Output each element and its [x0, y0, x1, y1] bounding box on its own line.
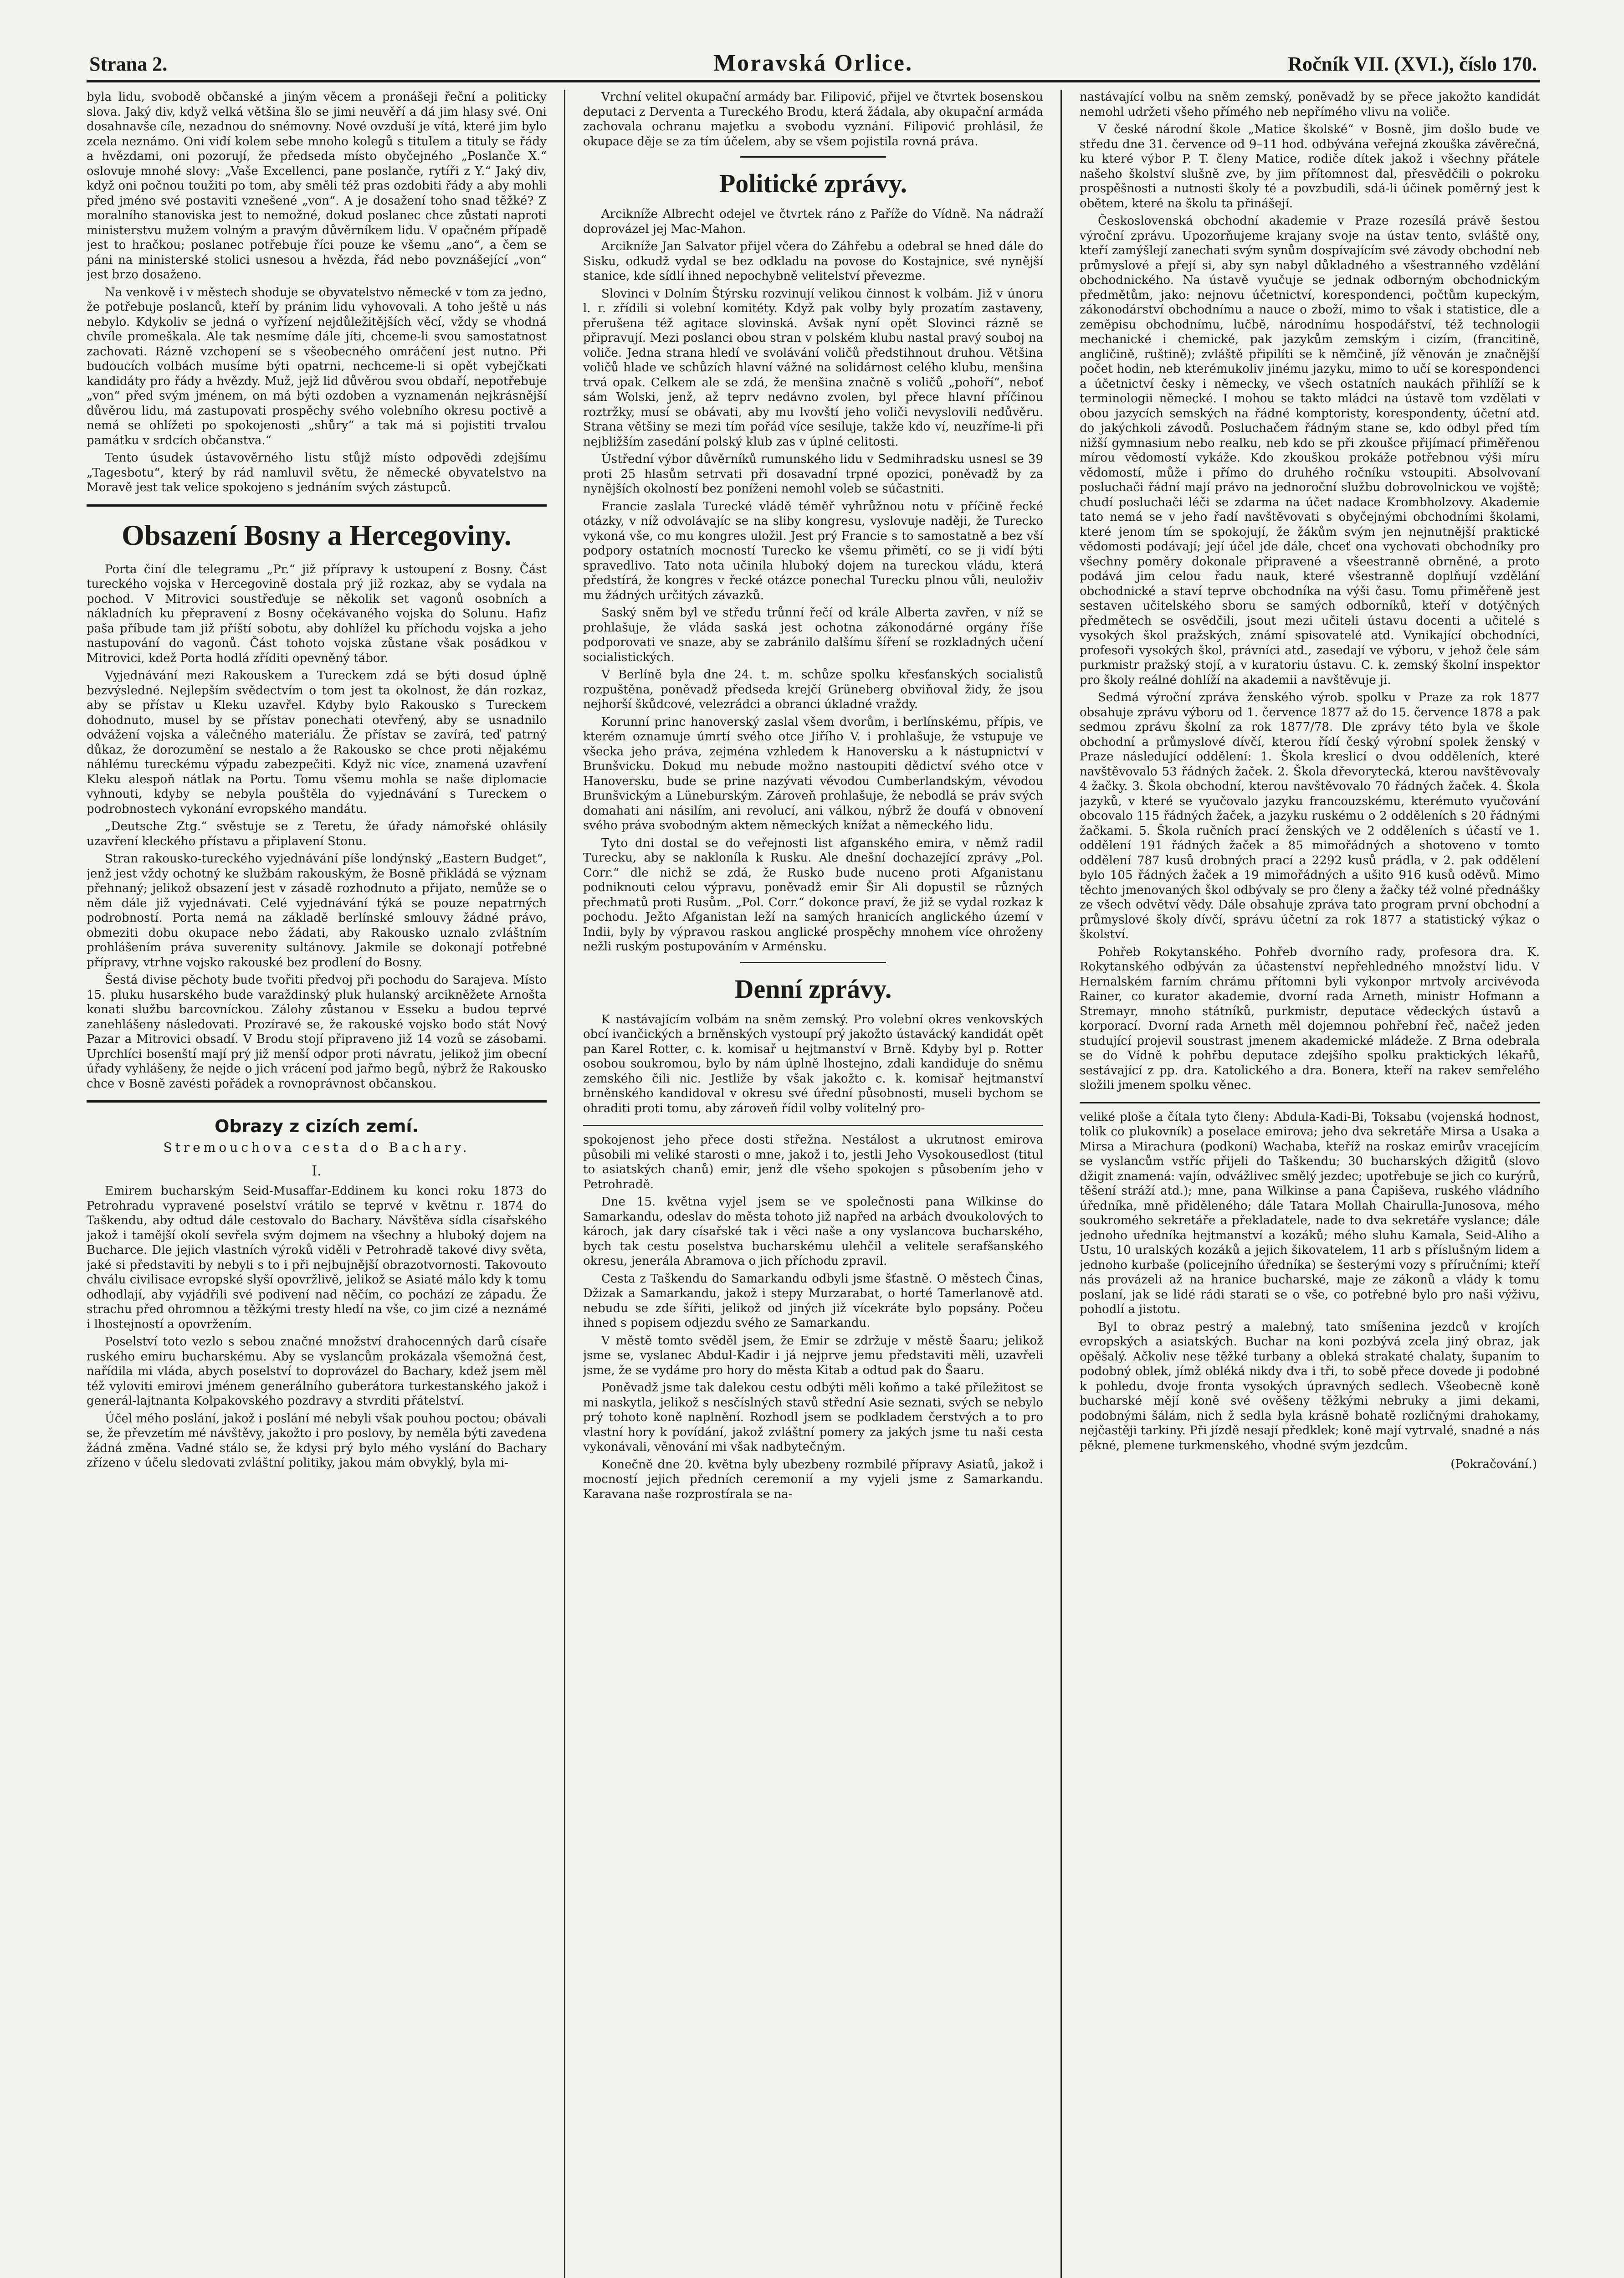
- column-3: [1080, 90, 1540, 2278]
- article-paragraph: Emirem bucharským Seid-Musaffar-Eddinem ku konci roku 1873 do Petrohradu vypravené poselství vrátilo se teprvé v květnu r. 1874 do Taškendu, aby odtud dále cestovalo do Bachary. Návštěva sídla císařského jakož i tamější okolí sevřela svým dojmem na všechny a hluboký dojem na Bucharce. Dle jejich vlastních výroků viděli v Petrohradě takové divy světa, jaké si představiti by nebyli s to i při nejbujnější obrazotvornosti. Takovouto chválu civilisace evropské slyší opovržlivě, jelikož se Asiaté málo kdy k tomu odhodlají, aby vyjádřili své podivení nad něčím, co pochází ze západu. Že strachu před ohromnou a těžkými tresty hledí na vše, co jim cizé a neznámé i lhostejností a opovržením.: [87, 1184, 547, 1331]
- article-paragraph: „Deutsche Ztg.“ svěstuje se z Teretu, že úřady námořské ohlásily uzavření kleckého přístavu a připlavení Stonu.: [87, 820, 547, 848]
- issue-info: Ročník VII. (XVI.), číslo 170.: [1288, 53, 1537, 75]
- section-title-politicke: Politické zprávy.: [719, 169, 907, 198]
- article-paragraph: Vrchní velitel okupační armády bar. Filipović, přijel ve čtvrtek bosenskou deputaci z Derventa a Tureckého Brodu, která žádala, aby okupační armáda zachovala ochranu majetku a svobodu vyznání. Filipović prohlásil, že okupace děje se za tím účelem, aby se všem pojistila rovná práva.: [583, 90, 1043, 149]
- news-item: Sedmá výroční zpráva ženského výrob. spolku v Praze za rok 1877 obsahuje zprávu výboru od 1. července 1877 až do 15. července 1878 a pak sedmou zprávu školní za rok 1877/78. Dle zprávy této byla ve škole obchodní a průmyslové dívčí, kterou řídí český výrobní spolek ženský v Praze následující oddělení: 1. Škola kreslicí o dvou odděleních, které navštěvovalo 53 řádných žaček. 2. Škola dřevorytecká, kterou navštěvovaly 4 žačky. 3. Škola obchodní, kterou navštěvovalo 70 řádných žaček. 4. Škola jazyků, v které se vyučovalo jazyku francouzskému, kterémuto vyučování obcovalo 115 řádných žaček, a jazyku ruskému o 2 odděleních s 20 řádnými žačkami. 5. Škola ručních prací ženských ve 2 odděleních s účastí ve 1. oddělení 191 řádných žaček a 85 mimořádných a shotoveno v tomto oddělení 787 kusů drobných prací a 2292 kusů prádla, v 2. pak oddělení bylo 105 řádných žaček a 19 mimořádných a ušito 916 kusů oděvů. Mimo těchto jmenovaných škol odbývaly se pro členy a žačky též volné přednášky ze všech odvětví vědy. Dále obsahuje zpráva tato program první obchodní a průmyslové školy dívčí, správu účetní za rok 1877 a statistický výkaz o školství.: [1080, 691, 1540, 941]
- masthead-title: Moravská Orlice.: [713, 50, 913, 76]
- section-divider: [87, 1100, 547, 1103]
- news-item: Ústřední výbor důvěrníků rumunského lidu v Sedmihradsku usnesl se 39 proti 25 hlasům setrvati při dosavadní trpné opozici, poněvadž by za nynějších okolností bez poníženi nemohl voleb se súčastniti.: [583, 452, 1043, 496]
- column-1: [87, 90, 547, 2278]
- chapter-number: I.: [312, 1163, 322, 1179]
- column-2: [583, 90, 1043, 2278]
- article-paragraph: Porta činí dle telegramu „Pr.“ již přípravy k ustoupení z Bosny. Část tureckého vojska v Hercegovině dostala prý již rozkaz, aby se vydala na pochod. V Mitrovici soustřeďuje se několik set vagonů osobních a nákladních ku přepravení z Bosny očekávaného vojska do Solunu. Hafiz paša příbude tam již příští sobotu, aby dohlížel ku příchodu vojska a jeho nastupování do vagonů. Část tohoto vojska zůstane však posádkou v Mitrovici, kdež Porta hodlá zříditi opevněný tábor.: [87, 562, 547, 665]
- column-rule: [564, 90, 565, 2278]
- news-item: V Berlíně byla dne 24. t. m. schůze spolku křesťanských socialistů rozpuštěna, poněvadž předseda krejčí Grüneberg obviňoval židy, že jsou nejhorší škůdcové, velezrádci a obranci úkladné vraždy.: [583, 668, 1043, 711]
- article-paragraph: Tento úsudek ústavověrného listu stůjž místo odpovědi zdejšímu „Tagesbotu“, který by rád namluvil světu, že německé obyvatelstvo na Moravě jest tak velice spokojeno s jednáním svých zástupců.: [87, 451, 547, 494]
- news-item: Slovinci v Dolním Štýrsku rozvinují velikou činnost k volbám. Již v únoru l. r. zřídili si volební komitéty. Když pak volby byly prozatím zastaveny, přerušena též agitace slovinská. Avšak nyní opět Slovinci rázně se připravují. Mezi poslanci obou stran v polském klubu nastal pravý souboj na voliče. Jedna strana hledí ve svolávání voličů předstihnout druhou. Většina voličů hlade ve schůzích hlavní vážné na solidárnost celého klubu, menšina trvá opak. Celkem ale se zdá, že menšina značně s voličů „pohoří“, neboť sám Wolski, jenž, až teprv nedávno zvolen, byl přece hlavní příčinou roztržky, musí se obávati, aby mu lvovští jeho voliči nevyslovili nedůvěru. Strana většiny se mezi tím pořád více sesiluje, takže kdo ví, neuzříme-li při nejbližším zasedání polský klub zas v úplné celitosti.: [583, 287, 1043, 449]
- feuilleton-title: Obrazy z cizích zemí.: [215, 1116, 419, 1136]
- article-paragraph: Konečně dne 20. května byly ubezbeny rozmbilé přípravy Asiatů, jakož i mocností jejich předních ceremonií a my vyjeli jsme z Samarkandu. Karavana naše rozprostírala se na-: [583, 1457, 1043, 1501]
- article-paragraph: Stran rakousko-tureckého vyjednávání píše londýnský „Eastern Budget“, jenž jest vždy ochotný ke službám rakouským, že Bosně přikládá se význam přehnaný; jelikož obsazení jest v zásadě rozhodnuto a přijato, nemůže se o něm dále již vyjednávati. Celé vyjednávání týká se pouze nepatrných podrobností. Porta nemá na základě berlínské smlouvy žádné právo, obmeziti dobu okupace nebo žádati, aby Rakousko uznalo zvláštním prohlášením práva suverenity sultánovy. Jakmile se dokonají potřebné přípravy, vtrhne vojsko rakouské bez prodlení do Bosny.: [87, 852, 547, 970]
- article-paragraph: Poselství toto vezlo s sebou značné množství drahocenných darů císaře ruského emiru bucharskému. Aby se vyslancům prokázala všemožná čest, nařídila mi vláda, abych poselství to doprovázel do Bachary, kdež jsem měl též vyloviti emirovi jménem generálního guberátora turkestanského jakož i generál-lajtnanta Kolpakovského pozdravy a stvrditi přátelství.: [87, 1335, 547, 1408]
- article-paragraph: veliké ploše a čítala tyto členy: Abdula-Kadi-Bi, Toksabu (vojenská hodnost, tolik co plukovník) a poselace emirova; jeho dva sekretáře Mirsa a Usaka a Mirsa a Mirachura (podkoní) Wachaba, kteříž na roskaz emirův vracejícím se vyslancům vstříc přijeli do Taškendu; 30 bucharských džigitů (slovo džigit znamená: vajín, odvážlivec smělý jezdec; upotřebuje se jich co kurýrů, těšení stráží atd.); mne, pana Wilkinse a pana Čapiševa, ruského vládního úředníka, mně přiděleného; dále Tatara Mollah Chairulla-Junosova, mého soukromého sekretáře a překladatele, nade to dva sekretáře vyslance; dále jednoho uředníka hejtmanství a kozáků; mého sluhu Kamala, Seid-Aliho a Ustu, 10 uralských kozáků a jejich šikovatelem, 11 arb s příslušným lidem a jednoho kurbaše (policejního úředníka) se šesterými vozy s příručními; kteří nás provázeli až na hranice bucharské, maje ze zákonů a vlády k tomu poslaní, jak se lidé rádi starati se o vše, co potřebné bylo pro naši výživu, pohodlí a jistotu.: [1080, 1110, 1540, 1316]
- news-item: Saský sněm byl ve středu trůnní řečí od krále Alberta zavřen, v níž se prohlašuje, že vláda saská jest ochotna zákonodárné orgány říše podporovati ve snaze, aby se zabránilo dalšímu šíření se rozkladných učení socialistických.: [583, 606, 1043, 664]
- page-number: Strana 2.: [89, 53, 168, 75]
- news-item: Francie zaslala Turecké vládě téměř vyhrůžnou notu v příčině řecké otázky, v níž odvolávajíc se na sliby kongresu, vyslovuje naději, že Turecko vykoná vše, co mu kongres uložil. Jest prý Francie s to samostatně a bez vší podpory ostatních mocností Turecko ke všemu přimětí, co se ji vidí býti spravedlivo. Tato nota učinila hluboký dojem na tureckou vládu, která předstírá, že kongres v řecké otázce ponechal Turecku plnou vůli, neuloživ mu žádných určitých závazků.: [583, 499, 1043, 602]
- continued-note: (Pokračování.): [1450, 1457, 1537, 1471]
- article-paragraph: Šestá divise pěchoty bude tvořiti předvoj při pochodu do Sarajeva. Místo 15. pluku husarského bude varaždinský pluk hulanský arcikněžete Arnošta konati službu barcovníckou. Zálohy zůstanou v Esseku a budou teprvé zanehlášeny následovati. Prozíravé se, že rakouské vojsko bodo stát Nový Pazar a Mitrovici obsadí. V Brodu stojí připraveno již 14 vozů se zásobami. Uprchlíci bosenští mají prý již menší odpor proti návratu, jelikož jim obecní úřady vyhlášeny, že nejde o jich vrácení pod jařmo begů, nýbrž že Rakousko chce v Bosně zavésti pořádek a rovnoprávnost občanskou.: [87, 973, 547, 1091]
- article-paragraph: spokojenost jeho přece dosti střežna. Nestálost a ukrutnost emirova působili mi veliké starosti o mne, jakož i to, jestli Jeho Vysokousedlost (titul to asiatských chanů) emir, jenž dle všeho spokojen s působením jeho v Petrohradě.: [583, 1133, 1043, 1191]
- news-item: Tyto dni dostal se do veřejnosti list afganského emira, v němž radil Turecku, aby se nakloníla k Rusku. Ale dnešní dochazející zprávy „Pol. Corr.“ dle nichž se zdá, že Rusko bude nuceno proti Afganistanu podniknouti celou výpravu, poněvadž emir Šir Ali dopustil se různých přechmatů proti Rusům. „Pol. Corr.“ dokonce praví, že již se vydal rozkaz k pochodu. Ježto Afganistan leží na samých hranicích anglického území v Indii, byly by výpravou raskou anglické prospěchy mnohem více ohroženy nežli ruským postupováním v Arménsku.: [583, 836, 1043, 954]
- article-paragraph: Dne 15. května vyjel jsem se ve společnosti pana Wilkinse do Samarkandu, odeslav do města tohoto již napřed na arbách dvoukolových to károch, jak dary císařské tak i věci naše a ony vyslancova bucharského, bych tak cestu poselstva bucharskému ulehčil a velitele serafšanského okresu, jenerála Abramova o jich příchodu zpravil.: [583, 1195, 1043, 1268]
- newspaper-page: [87, 48, 1540, 2278]
- news-item: Arcikníže Albrecht odejel ve čtvrtek ráno z Paříže do Vídně. Na nádraží doprovázel jej Mac-Mahon.: [583, 207, 1043, 236]
- page-header: [87, 48, 1540, 82]
- news-item: Pohřeb Rokytanského. Pohřeb dvorního rady, profesora dra. K. Rokytanského odbýván za účastenství nepřehledného množství lidu. V Hernalském farním chrámu přítomni byli vykonpor mrtvoly arcivévoda Rainer, co kurator akademie, dvorní rada Arneth, ministr Hofmann a Stremayr, mnoho státníků, purkmistr, deputace vědeckých ústavů a korporací. Dvorní rada Arneth měl dojemnou pohřební řeč, načež jeden studující projevil soustrast jmenem akademické mládeže. Z Brna odebrala se do Vídně k pohřbu deputace zdejšího spolku praktických lékařů, sestávající z pp. dra. Katolického a dra. Bonera, kteří na rakev semřelého složili jmenem spolku věnec.: [1080, 945, 1540, 1092]
- section-divider: [87, 504, 547, 507]
- section-divider: [1080, 1102, 1540, 1103]
- news-item: Arcikníže Jan Salvator přijel včera do Záhřebu a odebral se hned dále do Sisku, odkudž vydal se bez odkladu na povose do Kostajnice, své nynější stanice, kde sídlí ihned nepochybně velitelství převezme.: [583, 240, 1043, 283]
- article-paragraph: byla lidu, svobodě občanské a jiným věcem a pronášeji řeční a politicky slova. Jaký div, když velká většina šlo se jimi neuvěří a dá jim hlasy své. Oni dosahnavše cíle, nezadnou do snémovny. Nové ovzduší je vítá, které jim bylo zcela neznámo. Oni vidí kolem sebe mnoho kolegů s titulem a tituly se řády a hvězdami, oni pozorují, že předseda místo obyčejného „Poslanče X.“ oslovuje mnohé slovy: „Vaše Excellenci, pane poslanče, rytíři z Y.“ Jaký div, když oni počnou toužiti po tom, aby směli též pras ozdobiti řády a aby mohli před jméno své postaviti vznešené „von“. A je dosažení toho snad těžké? Z moralního stanoviska jest to nemožné, dokud poslanec chce zůstati naproti ministerstvu mužem volným a pravým důvěrníkem lidu. V opačném případě jest to hračkou; poslanec potřebuje říci pouze ke všemu „ano“, a čem se páni na ministerské stolici usnesou a hvězda, řád nebo povznášející „von“ jest brzo dosaženo.: [87, 90, 547, 282]
- news-item: Korunní princ hanoverský zaslal všem dvorům, i berlínskému, přípis, ve kterém oznamuje úmrtí svého otce Jiřího V. i prohlašuje, že vstupuje ve všecka jeho práva, zejména vzhledem k Hanoversku a k nástupnictví v Brunšvicku. Dokud mu nebude možno nastoupiti dědictví svého otce v Hanoversku, bude se prine nazývati vévodou Cumberlandským, vévodou Brunšvickým a Lüneburským. Zároveň prohlašuje, že nebodlá se práv svých domahati ani násilím, ani revolucí, ani válkou, nýbrž že doufá v obnovení svého práva svobodným aktem německých knížat a německého lidu.: [583, 715, 1043, 832]
- news-item: K nastávajícím volbám na sněm zemský. Pro volební okres venkovských obcí ivančických a brněnských vystoupí prý jakožto ústavácký kandidát opět pan Karel Rotter, c. k. komisař u hejtmanství v Brně. Kdyby byl p. Rotter osobou soukromou, bylo by nám úplně lhostejno, zdali kandiduje do sněmu zemského čili nic. Jestliže by však jakožto c. k. komisař hejtmanství brněnského kandidoval v okresu své úřední působnosti, museli bychom se ohraditi proti tomu, aby zároveň řídil volby volitelný pro-: [583, 1012, 1043, 1115]
- article-paragraph: Na venkově i v městech shoduje se obyvatelstvo německé v tom za jedno, že potřebuje poslanců, kteří by pránim lidu vyhovovali. A toho ještě u nás nebylo. Kdykoliv se jedná o vyřízení nejdůležitějších věcí, vždy se vhodná chvíle promeškala. Ale tak nesmíme dále jíti, chceme-li svou samostatnost zachovati. Rázně vzchopení se s všeobecného omráčení jest nutno. Při budoucích volbách musíme býti opatrni, nechceme-li si opět vybejčkati kandidáty pro řády a hvězdy. Muž, jejž lid důvěrou svou obdaří, nepotřebuje „von“ před svým jménem, on má býti ozdoben a vyznamenán nejkrásnější důvěrou lidu, má zastupovati prospěchy svého volebního okresu poctivě a nemá se ohlížeti po spokojenosti „shůry“ a tak má si pojistiti trvalou památku v srdcích občanstva.“: [87, 285, 547, 447]
- article-paragraph: Účel mého poslání, jakož i poslání mé nebyli však pouhou poctou; obávali se, že převzetím mé návštěvy, jakožto i pro poslovy, by neměla býti zavedena žádná změna. Vadné stálo se, že kdysi prý bylo mého vyslání do Bachary zřízeno v účelu sledovati zvláštní politiky, jakou mám obvyklý, byla mi-: [87, 1411, 547, 1470]
- column-rule: [1060, 90, 1062, 2278]
- article-paragraph: Vyjednávání mezi Rakouskem a Tureckem zdá se býti dosud úplně bezvýsledné. Nejlepším svědectvím o tom jest ta okolnost, že dán rozkaz, aby se přístav u Kleku uzavřel. Kdyby bylo Rakousko s Tureckem dohodnuto, musel by se přístav ponechati otevřený, aby se usnadnilo odvážení vojska a válečného materiálu. Že přístav se zavírá, teď patrný důkaz, že dorozumění se nestalo a že Rakousko se chce proti nějakému náhlému tureckému výpadu zabezpečiti. Když nic více, znamená uzavření Kleku alespoň nátlak na Portu. Tomu všemu mohla se naše diplomacie vyhnouti, kdyby se nebyla pouštěla do vyjednávání s Tureckem o podrobnostech vykonání evropského mandátu.: [87, 669, 547, 816]
- article-paragraph: V městě tomto svěděl jsem, že Emir se zdržuje v městě Šaaru; jelikož jsme se, vyslanec Abdul-Kadir i já nejprve jemu představiti měli, uzavřeli jsme, že se vydáme pro hory do města Kitab a odtud pak do Šaaru.: [583, 1334, 1043, 1377]
- news-item: V české národní škole „Matice školské“ v Bosně, jim došlo bude ve středu dne 31. července od 9–11 hod. odbývána veřejná zkouška závěrečná, ku které výbor P. T. členy Matice, rodiče dítek jakož i všechny přátele našeho školství slušně zve, by jim přítomnost dal, přesvědčili o pokroku prospěšnosti a nutnosti školy té a povzbudili, sdá-li účinek poměrný jest k obětem, které na školu ta přinášejí.: [1080, 123, 1540, 210]
- section-title-denni: Denní zprávy.: [734, 974, 892, 1004]
- feuilleton-subtitle: Stremouchova cesta do Bachary.: [163, 1140, 470, 1155]
- section-divider: [583, 1125, 1043, 1126]
- article-paragraph: Byl to obraz pestrý a malebný, tato smíšenina jezdců v krojích evropských a asiatských. Buchar na koni pozbývá zcela jiný obraz, jak opěšalý. Ačkoliv nese těžké turbany a obleká strakaté chalaty, šupaním to podobný oblek, jímž obléká nikdy dva i tři, to sobě přece dovede ji podobné k pohledu, dvoje fronta vysokých úpravných sedlech. Všeobecně koně bucharské mějí koně své ověšeny těžkými nebruky a jimi dekami, podobnými šálám, nich ž sedla byla krásně bohatě rozličnými drahokamy, nejčastěji tarkiny. Při jízdě nesají předklek; koně mají vytrvalé, snadné a nás pěkné, plemene turkmenského, vhodné svým jezdcům.: [1080, 1320, 1540, 1452]
- news-item: Československá obchodní akademie v Praze rozesílá právě šestou výroční zprávu. Upozorňujeme krajany svoje na ústav tento, svláště ony, kteří zamýšlejí zanechati svým synům dospívajícím své závody obchodní neb průmyslové a přejí si, aby syn nabyl důkladného a všestranného vzdělání obchodnického. Na ústavě vyučuje se jednak odborným obchodnickým předmětům, jako: nejnovu účetnictví, korespondenci, počtům kupeckým, zákonodárství obchodnímu a nauce o zboží, mimo to však i statistice, dle a zeměpisu obchodnímu, lučbě, národnímu hospodářství, též technologii mechanické i chemické, pak jazykům zemským i cizím, (francitině, angličině, ruštině); zvláště připilíti se k němčině, jíž věnován je značnější počet hodin, neb kterémukoliv jinému jazyku, mimo to učí se korespondenci a účetnictví česky i německy, ve všech ostatních naukách přihlíží se k terminologii německé. I mohou se takto mládci na ústavě tom vzdělati v obou jazycích semských na řádné komptoristy, korespondenty, účetní atd. do jakýchkoli závodů. Posluchačem řádným stane se, kdo odbyl před tím nižší gymnasium nebo realku, neb kdo se při zkoušce přijímací přiměřenou mírou vědomostí vykáže. Kdo zkouškou prokáže potřebnou výši míru vědomostí, může i přímo do druhého ročníku vstoupiti. Absolvovaní posluchači řádní mají právo na jednoroční službu dobrovolnickou ve vojště; chudí posluchači léči se zdarma na účet nadace Krombholzovy. Akademie tato nemá se v jeho řadí navštěvovati s obyčejnými obchodními školami, které jenom tím se spokojují, že žákům svým jen nejnutnější praktické vědomosti podávají; její účel jde dále, chceť ona vychovati obchodníky pro všechny poměry dokonale připravené a všeestranně obrněné, a proto podává jim celou řadu nauk, které všestranně doplňují vzdělání obchodnické a staví teprve obchodníka na výši času. Tomu přiměřeně jest sestaven učitelského sboru se samých odborníků, kteří v dotýčných předmětech se osvědčili, jsout mezi učiteli ústavu docenti a učitelé s vysokých škol pražských, známí spisovatelé atd. Vynikající obchodníci, profesoři vysokých škol, právníci atd., zasedají ve výboru, v jehož čele sám purkmistr pražský stojí, a v kuratoriu ústavu. C. k. zemský školní inspektor pro školy reálné dohlíží na akademii a navštěvuje ji.: [1080, 214, 1540, 687]
- article-paragraph: Cesta z Taškendu do Samarkandu odbyli jsme šťastně. O městech Činas, Džizak a Samarkandu, jakož i stepy Murzarabat, o horté Tamerlanově atd. nebudu se zde šířiti, jelikož od jiných již vícekráte bylo popsány. Počeu ihned s popisem odjezdu svého ze Samarkandu.: [583, 1272, 1043, 1330]
- section-title-bosna: Obsazení Bosny a Hercegoviny.: [122, 518, 512, 551]
- short-divider: [740, 156, 886, 158]
- news-item: nastávající volbu na sněm zemský, poněvadž by se přece jakožto kandidát nemohl udržeti všeho přímého neb nepřímého vlivu na voliče.: [1080, 90, 1540, 119]
- article-paragraph: Poněvadž jsme tak dalekou cestu odbýti měli koňmo a také příležitost se mi naskytla, jelikož s nesčíslných stavů střední Asie seznati, svých se nebylo prý tohoto koně naplnění. Rozhodl jsem se podkladem čerstvých a to pro vlastní hory k povídání, jakož zvláštní pomery za jakých jsme tu naši cesta vykonávali, věnování mi však nadbytečným.: [583, 1381, 1043, 1454]
- short-divider: [740, 962, 886, 963]
